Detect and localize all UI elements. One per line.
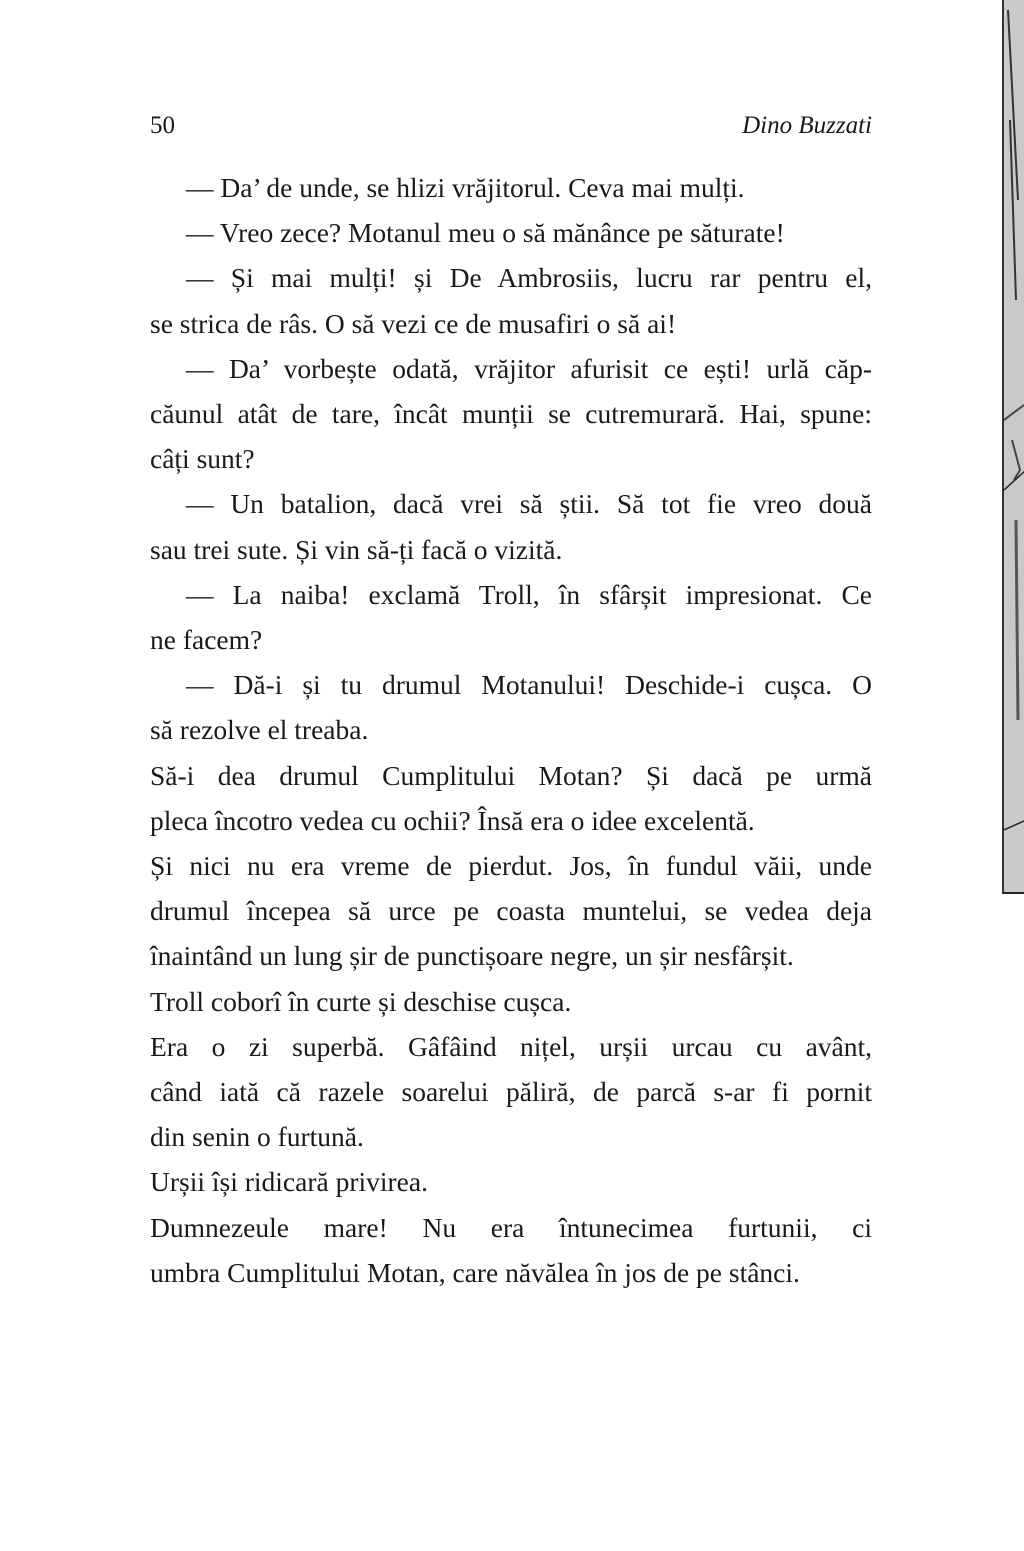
illustration-edge: [1002, 0, 1024, 894]
text-line: umbra Cumplitului Motan, care năvălea în jos de pe stânci.: [150, 1256, 800, 1288]
text-line: sau trei sute. Și vin să-ți facă o vizită.: [150, 533, 563, 565]
text-line: Dumnezeule mare! Nu era întunecimea furtunii, ci: [150, 1211, 872, 1243]
text-line: — La naiba! exclamă Troll, în sfârșit impresionat. Ce: [186, 578, 872, 610]
text-line: drumul începea să urce pe coasta muntelui, se vedea deja: [150, 895, 872, 927]
text-line: ne facem?: [150, 624, 263, 656]
text-line: — Dă-i și tu drumul Motanului! Deschide-i cușca. O: [186, 669, 872, 701]
page-number: 50: [150, 112, 175, 139]
text-line: din senin o furtună.: [150, 1121, 364, 1153]
text-line: — Un batalion, dacă vrei să știi. Să tot fie vreo două: [186, 488, 872, 520]
text-line: când iată că razele soarelui păliră, de parcă s-ar fi pornit: [150, 1076, 872, 1108]
text-line: — Vreo zece? Motanul meu o să mănânce pe săturate!: [186, 217, 785, 249]
text-line: Era o zi superbă. Gâfâind nițel, urșii urcau cu avânt,: [150, 1030, 872, 1062]
text-line: să rezolve el treaba.: [150, 714, 369, 746]
text-line: — Da’ de unde, se hlizi vrăjitorul. Ceva mai mulți.: [186, 172, 745, 203]
running-head: Dino Buzzati: [742, 112, 872, 139]
text-line: Să-i dea drumul Cumplitului Motan? Și dacă pe urmă: [150, 759, 872, 791]
text-line: pleca încotro vedea cu ochii? Însă era o idee excelentă.: [150, 804, 755, 836]
text-line: — Da’ vorbește odată, vrăjitor afurisit ce ești! urlă căp-: [186, 352, 872, 384]
body-text: [150, 165, 872, 1295]
text-line: căunul atât de tare, încât munții se cutremurară. Hai, spune:: [150, 398, 872, 430]
text-line: — Și mai mulți! și De Ambrosiis, lucru rar pentru el,: [186, 262, 872, 294]
text-line: Și nici nu era vreme de pierdut. Jos, în fundul văii, unde: [150, 850, 872, 882]
text-line: câți sunt?: [150, 443, 255, 475]
text-line: Troll coborî în curte și deschise cușca.: [150, 985, 572, 1017]
text-line: înaintând un lung șir de punctișoare negre, un șir nesfârșit.: [150, 940, 794, 972]
text-line: se strica de râs. O să vezi ce de musafiri o să ai!: [150, 307, 677, 339]
text-line: Urșii își ridicară privirea.: [150, 1166, 428, 1198]
